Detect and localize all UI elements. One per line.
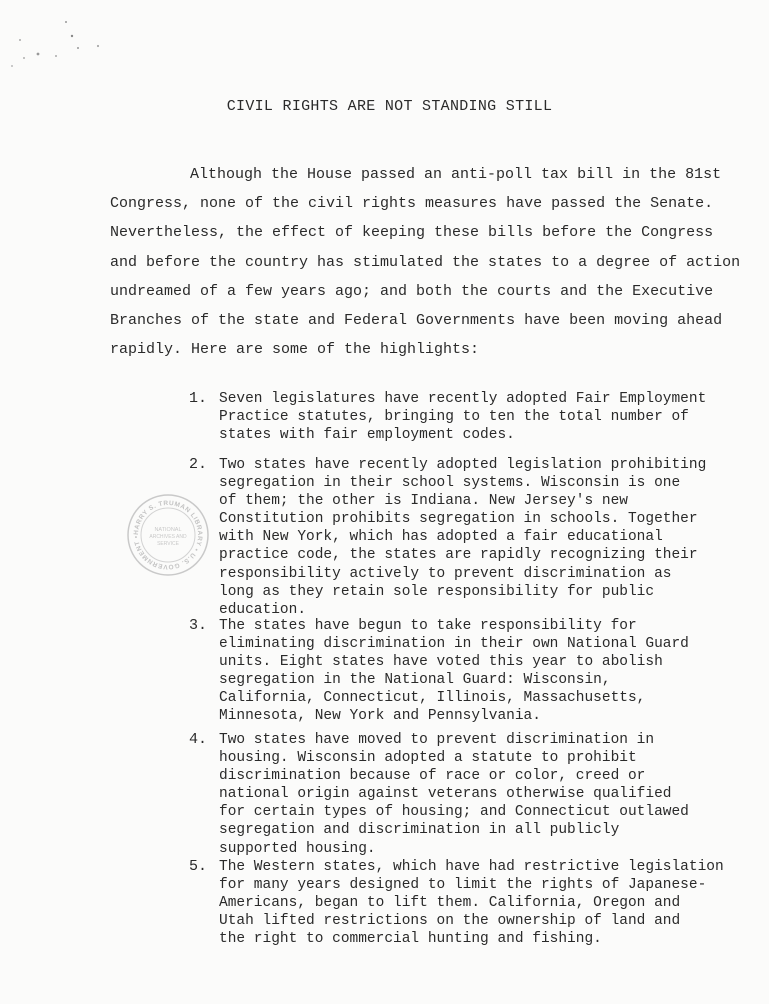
item-line: with New York, which has adopted a fair educational: [219, 529, 663, 546]
item-text: [219, 858, 759, 948]
item-line: housing. Wisconsin adopted a statute to prohibit: [219, 750, 637, 767]
item-line: eliminating discrimination in their own National Guard: [219, 636, 689, 653]
item-line: segregation in the National Guard: Wisconsin,: [219, 672, 611, 689]
item-line: long as they retain sole responsibility for public: [219, 583, 655, 600]
item-line: education.: [219, 601, 307, 618]
item-line: Two states have recently adopted legislation prohibiting: [219, 457, 707, 473]
intro-line: undreamed of a few years ago; and both the courts and the Executive: [110, 282, 714, 300]
intro-line: Branches of the state and Federal Governments have been moving ahead: [110, 312, 723, 330]
item-line: of them; the other is Indiana. New Jersey's new: [219, 493, 628, 510]
item-line: Seven legislatures have recently adopted Fair Employment: [219, 391, 707, 407]
item-line: practice code, the states are rapidly recognizing their: [219, 547, 698, 564]
intro-line: rapidly. Here are some of the highlights:: [110, 341, 480, 359]
intro-line: and before the country has stimulated the states to a degree of action: [110, 253, 741, 271]
item-line: responsibility actively to prevent discrimination as: [219, 565, 672, 582]
item-line: for many years designed to limit the rights of Japanese-: [219, 877, 707, 894]
item-line: states with fair employment codes.: [219, 427, 515, 444]
svg-text:SERVICE: SERVICE: [157, 541, 179, 547]
item-line: segregation in their school systems. Wisconsin is one: [219, 475, 681, 492]
item-line: Utah lifted restrictions on the ownership of land and: [219, 913, 681, 930]
item-text: [219, 456, 759, 619]
item-line: discrimination because of race or color, creed or: [219, 768, 646, 785]
item-number: 1.: [189, 390, 208, 407]
item-line: The Western states, which have had restrictive legislation: [219, 859, 724, 875]
item-line: Americans, began to lift them. California, Oregon and: [219, 895, 681, 912]
item-text: [219, 617, 759, 726]
svg-text:HARRY S. TRUMAN LIBRARY • U.S.: HARRY S. TRUMAN LIBRARY • U.S. GOVERNMENT •: [132, 499, 204, 571]
item-line: Minnesota, New York and Pennsylvania.: [219, 708, 541, 725]
item-line: the right to commercial hunting and fishing.: [219, 931, 602, 948]
item-line: The states have begun to take responsibility for: [219, 618, 637, 634]
item-number: 2.: [189, 456, 208, 473]
intro-line: Nevertheless, the effect of keeping these bills before the Congress: [110, 224, 714, 242]
svg-text:ARCHIVES AND: ARCHIVES AND: [149, 534, 187, 540]
intro-paragraph: [110, 160, 741, 364]
item-number: 5.: [189, 858, 208, 875]
paper-specks: [8, 10, 118, 80]
item-text: [219, 731, 759, 858]
item-line: Constitution prohibits segregation in schools. Together: [219, 511, 698, 528]
item-number: 3.: [189, 617, 208, 634]
item-line: segregation and discrimination in all publicly: [219, 822, 620, 839]
item-text: [219, 390, 759, 444]
archive-stamp-seal: [126, 493, 210, 577]
item-number: 4.: [189, 731, 208, 748]
item-line: Two states have moved to prevent discrimination in: [219, 732, 655, 748]
item-line: Practice statutes, bringing to ten the total number of: [219, 409, 689, 426]
document-title: CIVIL RIGHTS ARE NOT STANDING STILL: [226, 98, 553, 115]
item-line: California, Connecticut, Illinois, Massachusetts,: [219, 690, 646, 707]
svg-text:NATIONAL: NATIONAL: [154, 527, 182, 533]
item-line: national origin against veterans otherwise qualified: [219, 786, 672, 803]
intro-line: Although the House passed an anti-poll tax bill in the 81st: [190, 166, 722, 183]
intro-line: Congress, none of the civil rights measures have passed the Senate.: [110, 195, 714, 213]
item-line: for certain types of housing; and Connecticut outlawed: [219, 804, 689, 821]
item-line: units. Eight states have voted this year to abolish: [219, 654, 663, 671]
item-line: supported housing.: [219, 840, 376, 857]
